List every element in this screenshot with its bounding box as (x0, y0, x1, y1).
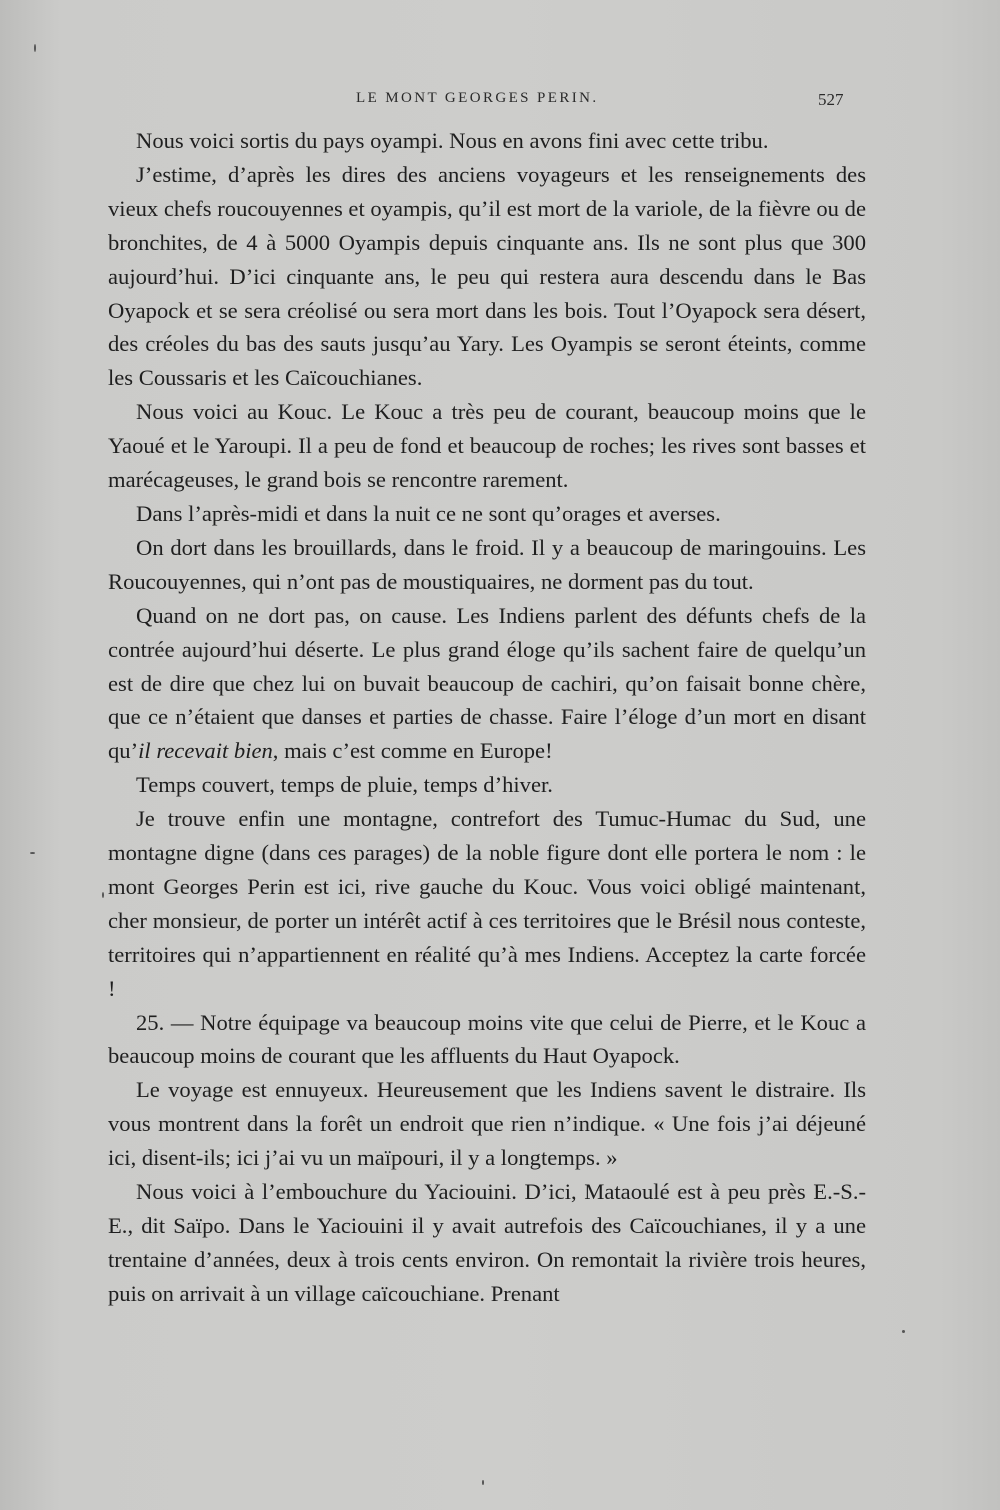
paper-speck (30, 852, 35, 854)
paragraph: J’estime, d’après les dires des anciens voyageurs et les renseignements des vieux chefs roucouyennes et oyampis, qu’il est mort de la variole, de la fièvre ou de bronchites, de 4 à 5000 Oyampis depuis cinquante ans. Ils ne sont plus que 300 aujourd’hui. D’ici cinquante ans, le peu qui restera aura descendu dans le Bas Oyapock et se sera créolisé ou sera mort dans les bois. Tout l’Oyapock sera désert, des créoles du bas des sauts jusqu’au Yary. Les Oyampis se seront éteints, comme les Coussaris et les Caïcouchianes. (108, 161, 866, 391)
paragraph: On dort dans les brouillards, dans le froid. Il y a beaucoup de maringouins. Les Roucouyennes, qui n’ont pas de moustiquaires, ne dorment pas du tout. (108, 534, 866, 594)
paper-speck (34, 44, 36, 52)
paragraph: Je trouve enfin une montagne, contrefort des Tumuc-Humac du Sud, une montagne digne (dans ces parages) de la noble figure dont elle portera le nom : le mont Georges Perin est ici, rive gauche du Kouc. Vous voici obligé maintenant, cher monsieur, de porter un intérêt actif à ces territoires que le Brésil nous conteste, territoires qui n’appartiennent en réalité qu’à mes Indiens. Acceptez la carte forcée ! (108, 806, 866, 1001)
paper-speck (482, 1480, 484, 1485)
paragraph-text: Quand on ne dort pas, on cause. Les Indiens parlent des défunts chefs de la contrée aujourd’hui déserte. Le plus grand éloge qu’ils sachent faire de quelqu’un est de dire que chez lui on buvait beaucoup de cachiri, qu’on faisait bonne chère, que ce n’étaient que danses et parties de chasse. Faire l’éloge d’un mort en disant qu’ (108, 602, 866, 764)
page-number: 527 (818, 90, 844, 109)
paragraph: Le voyage est ennuyeux. Heureusement que les Indiens savent le distraire. Ils vous montrent dans la forêt un endroit que rien n’indique. « Une fois j’ai déjeuné ici, disent-ils; ici j’ai vu un maïpouri, il y a longtemps. » (108, 1077, 866, 1171)
paragraph (108, 599, 866, 769)
paragraph: Temps couvert, temps de pluie, temps d’hiver. (136, 772, 553, 798)
page-header (0, 84, 1000, 114)
paper-speck (902, 1330, 905, 1333)
running-title: LE MONT GEORGES PERIN. (356, 90, 599, 106)
body-text (108, 124, 866, 1311)
paragraph: Nous voici à l’embouchure du Yaciouini. D’ici, Mataoulé est à peu près E.-S.-E., dit Saïpo. Dans le Yaciouini il y avait autrefois des Caïcouchianes, il y a une trentaine d’années, deux à trois cents environ. On remontait la rivière trois heures, puis on arrivait à un village caïcouchiane. Prenant (108, 1179, 866, 1306)
paragraph: Nous voici sortis du pays oyampi. Nous en avons fini avec cette tribu. (136, 128, 769, 153)
paragraph: 25. — Notre équipage va beaucoup moins vite que celui de Pierre, et le Kouc a beaucoup moins de courant que les affluents du Haut Oyapock. (108, 1009, 866, 1069)
italic-quote: il recevait bien (138, 738, 273, 764)
paragraph-text: , mais c’est comme en Europe! (272, 738, 553, 764)
paper-speck (102, 892, 104, 898)
paragraph: Nous voici au Kouc. Le Kouc a très peu de courant, beaucoup moins que le Yaoué et le Yaroupi. Il a peu de fond et beaucoup de roches; les rives sont basses et marécageuses, le grand bois se rencontre rarement. (108, 399, 866, 493)
paragraph: Dans l’après-midi et dans la nuit ce ne sont qu’orages et averses. (136, 500, 721, 526)
